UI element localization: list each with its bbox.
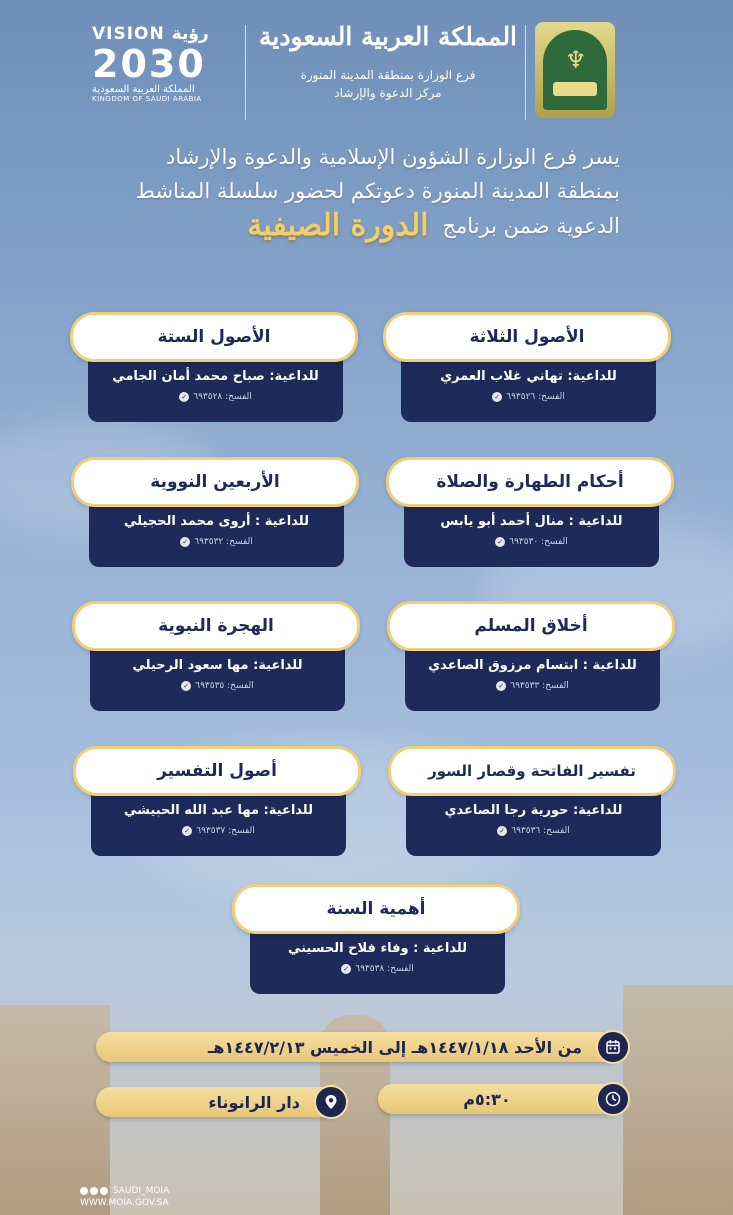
permit-number: الفسح: ٦٩٣٥٣٣	[510, 681, 569, 691]
course-details	[91, 788, 346, 856]
course-card	[388, 746, 676, 858]
permit-number: الفسح: ٦٩٣٥٣٥	[195, 681, 254, 691]
badge-icon: ✓	[492, 392, 502, 402]
x-icon[interactable]	[100, 1187, 108, 1195]
header-divider	[525, 25, 526, 120]
facebook-icon[interactable]	[80, 1187, 88, 1195]
header	[0, 0, 733, 135]
intro-line-3: الدعوية ضمن برنامج	[442, 213, 620, 238]
vision-year: 2030	[92, 42, 206, 86]
course-title: تفسير الفاتحة وقصار السور	[388, 746, 676, 796]
intro-line-1: يسر فرع الوزارة الشؤون الإسلامية والدعوة والإرشاد	[166, 145, 620, 169]
badge-icon: ✓	[181, 681, 191, 691]
branch-line: فرع الوزارة بمنطقة المدينة المنورة	[300, 68, 476, 82]
course-details	[401, 354, 656, 422]
course-card	[71, 457, 359, 569]
course-permit	[416, 826, 651, 836]
ministry-branding	[258, 18, 518, 102]
badge-icon: ✓	[182, 826, 192, 836]
course-permit	[98, 392, 333, 402]
course-preacher: للداعية : أروى محمد الحجيلي	[124, 514, 309, 529]
badge-icon: ✓	[496, 681, 506, 691]
course-permit	[415, 681, 650, 691]
badge-icon: ✓	[180, 537, 190, 547]
kingdom-title: المملكة العربية السعودية	[258, 22, 518, 51]
course-title: أصول التفسير	[73, 746, 361, 796]
date-range-bar	[96, 1032, 624, 1062]
vision-2030-logo	[92, 24, 242, 103]
course-details	[405, 643, 660, 711]
course-card	[72, 601, 360, 713]
course-title: الهجرة النبوية	[72, 601, 360, 651]
course-details	[88, 354, 343, 422]
course-preacher: للداعية: تهاني غلاب العمري	[440, 369, 617, 384]
vision-kingdom-ar: المملكة العربية السعودية	[92, 84, 195, 95]
time-bar	[378, 1084, 624, 1114]
course-title: الأصول الثلاثة	[383, 312, 671, 362]
course-permit	[411, 392, 646, 402]
course-details	[404, 499, 659, 567]
footer	[80, 1185, 169, 1209]
time-text: ٥:٣٠م	[463, 1089, 511, 1109]
course-title: أحكام الطهارة والصلاة	[386, 457, 674, 507]
course-details	[90, 643, 345, 711]
permit-number: الفسح: ٦٩٣٥٣٢	[194, 537, 253, 547]
intro-line-2: بمنطقة المدينة المنورة دعوتكم لحضور سلسلة المناشط	[135, 179, 620, 203]
course-preacher: للداعية: صباح محمد أمان الجامي	[112, 369, 319, 384]
building-decoration	[0, 1005, 110, 1215]
permit-number: الفسح: ٦٩٣٥٣٠	[509, 537, 568, 547]
date-range-text: من الأحد ١٤٤٧/١/١٨هـ إلى الخميس ١٤٤٧/٢/١٣هـ	[207, 1037, 582, 1057]
center-line: مركز الدعوة والإرشاد	[334, 86, 442, 100]
course-card	[70, 312, 358, 424]
course-card	[383, 312, 671, 424]
course-permit	[260, 964, 495, 974]
course-preacher: للداعية : وفاء فلاح الحسيني	[287, 941, 468, 956]
intro-text	[60, 140, 620, 243]
course-preacher: للداعية : ابتسام مرزوق الصاعدي	[428, 658, 637, 673]
permit-number: الفسح: ٦٩٣٥٢٨	[193, 392, 252, 402]
clock-icon	[596, 1082, 630, 1116]
course-preacher: للداعية: مها عبد الله الحبيشي	[124, 803, 313, 818]
vision-en-label: VISION	[92, 24, 165, 44]
course-card	[73, 746, 361, 858]
course-title: الأصول الستة	[70, 312, 358, 362]
website-link[interactable]: WWW.MOIA.GOV.SA	[80, 1198, 169, 1208]
course-card	[386, 457, 674, 569]
permit-number: الفسح: ٦٩٣٥٢٦	[506, 392, 565, 402]
permit-number: الفسح: ٦٩٣٥٣٨	[355, 964, 414, 974]
badge-icon: ✓	[497, 826, 507, 836]
program-row	[60, 208, 620, 243]
course-card	[387, 601, 675, 713]
course-title: أهمية السنة	[232, 884, 520, 934]
badge-icon: ✓	[341, 964, 351, 974]
social-row	[80, 1185, 169, 1197]
calendar-icon	[596, 1030, 630, 1064]
course-preacher: للداعية: مها سعود الرحيلي	[132, 658, 303, 673]
course-preacher: للداعية : منال أحمد أبو يابس	[440, 514, 623, 529]
location-pin-icon	[314, 1085, 348, 1119]
course-permit	[414, 537, 649, 547]
vision-ar-label: رؤية	[171, 24, 209, 44]
header-divider	[245, 25, 246, 120]
social-handle[interactable]: SAUDI_MOIA	[112, 1186, 170, 1196]
course-title: أخلاق المسلم	[387, 601, 675, 651]
course-details	[250, 926, 505, 994]
vision-kingdom-en: KINGDOM OF SAUDI ARABIA	[92, 95, 202, 103]
course-permit	[100, 681, 335, 691]
course-permit	[99, 537, 334, 547]
course-permit	[101, 826, 336, 836]
course-preacher: للداعية: حورية رجا الصاعدي	[444, 803, 623, 818]
course-card	[232, 884, 520, 996]
location-bar	[96, 1087, 342, 1117]
badge-icon: ✓	[179, 392, 189, 402]
instagram-icon[interactable]	[90, 1187, 98, 1195]
badge-icon: ✓	[495, 537, 505, 547]
course-details	[406, 788, 661, 856]
building-decoration	[623, 985, 733, 1215]
permit-number: الفسح: ٦٩٣٥٣٦	[511, 826, 570, 836]
course-title: الأربعين النووية	[71, 457, 359, 507]
program-name: الدورة الصيفية	[247, 208, 429, 243]
ministry-emblem-icon: ♆	[535, 22, 615, 118]
permit-number: الفسح: ٦٩٣٥٣٧	[196, 826, 255, 836]
course-details	[89, 499, 344, 567]
location-text: دار الرانوناء	[208, 1092, 300, 1112]
